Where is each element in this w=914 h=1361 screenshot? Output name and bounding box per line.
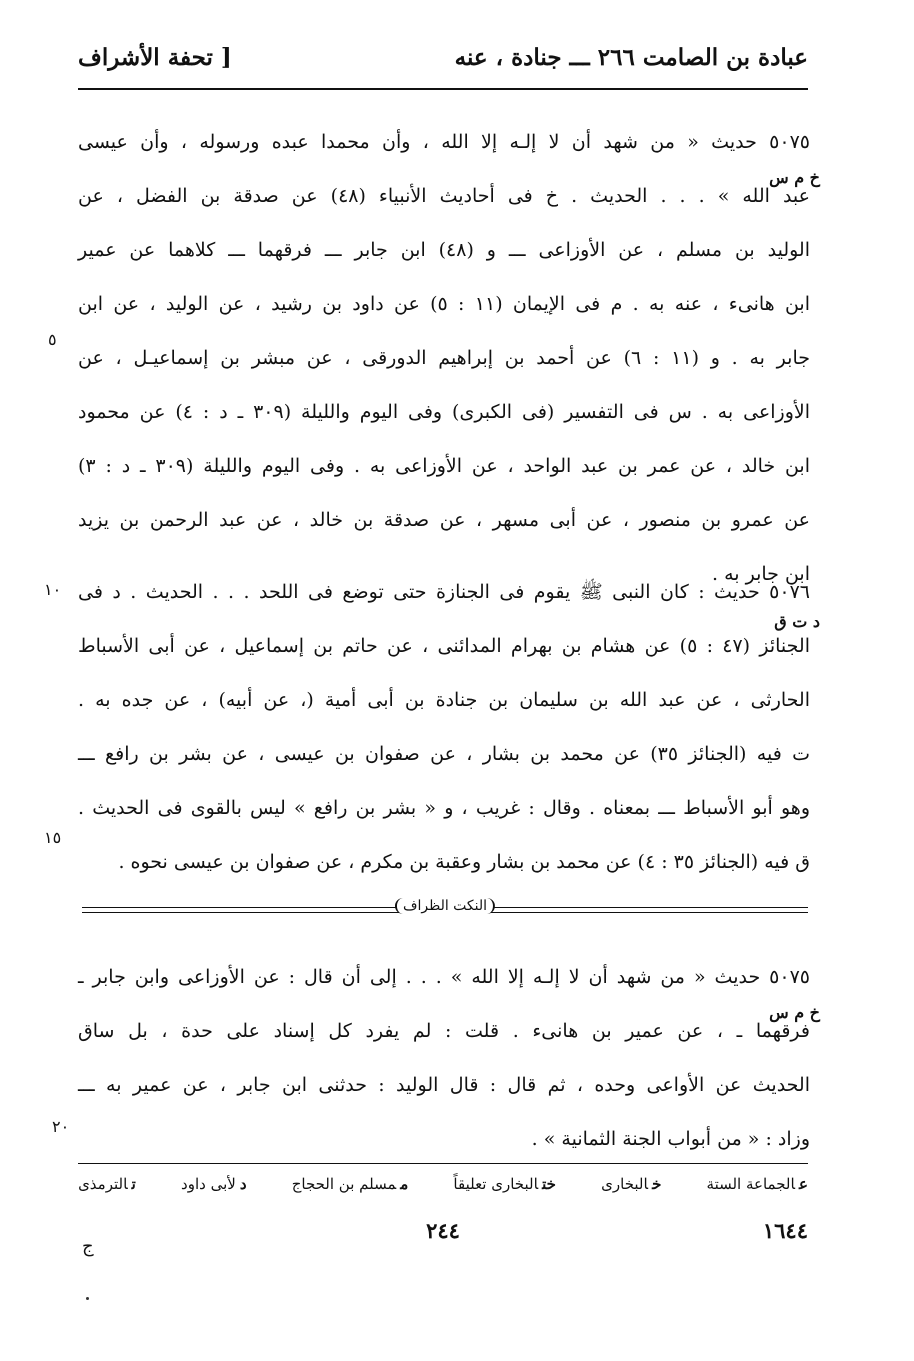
volume-page-number: ١٦٤٤ <box>762 1218 808 1243</box>
page-number: ٢٤٤ <box>426 1218 460 1243</box>
text-line: وهو أبو الأسباط ـــ بمعناه . وقال : غريب ، و « بشر بن رافع » ليس بالقوى فى الحديث . <box>78 797 810 819</box>
abbr-item: خالبخارى <box>601 1175 662 1193</box>
line-number: ١٠ <box>44 580 62 599</box>
abbr-item: ممسلم بن الحجاج <box>291 1175 409 1193</box>
speck <box>86 1297 89 1300</box>
text-line: ت فيه (الجنائز ٣٥) عن محمد بن بشار ، عن صفوان بن عيسى ، عن بشر بن رافع ـــ <box>78 743 811 765</box>
text-line: ٥٠٧٥ حديث « من شهد أن لا إلـه إلا الله » . . . إلى أن قال : عن الأوزاعى وابن جابر ـ <box>78 966 810 988</box>
divider-label: النكت الظراف <box>395 898 495 914</box>
line-number: ٥ <box>48 330 57 349</box>
running-header <box>78 40 808 86</box>
text-line: ٥٠٧٥ حديث « من شهد أن لا إلـه إلا الله ، وأن محمدا عبده ورسوله ، وأن عيسى <box>78 131 810 153</box>
line-number: ٢٠ <box>52 1117 70 1136</box>
text-line: ابن جابر به . <box>712 563 810 585</box>
text-line: جابر به . و (١١ : ٦) عن أحمد بن إبراهيم الدورقى ، عن مبشر بن إسماعيـل ، عن <box>78 347 810 369</box>
text-line: عن عمرو بن منصور ، عن أبى مسهر ، عن صدقة بن خالد ، عن عبد الرحمن بن يزيد <box>78 509 810 531</box>
text-line: عبد الله » . . . الحديث . خ فى أحاديث الأنبياء (٤٨) عن صدقة بن الفضل ، عن <box>78 185 810 207</box>
entry-sigla: خ م س <box>769 1003 820 1022</box>
nukat-entry-5075 <box>78 950 810 1166</box>
abbr-item: ختالبخارى تعليقاً <box>453 1175 556 1193</box>
footer-rule <box>78 1163 808 1164</box>
hadith-entry-5076 <box>78 565 810 889</box>
page-footer <box>78 1218 808 1248</box>
text-line: الوليد بن مسلم ، عن الأوزاعى ـــ و (٤٨) ابن جابر ـــ فرقهما ـــ كلاهما عن عمير <box>78 239 810 261</box>
abbr-item: عالجماعة الستة <box>706 1175 808 1193</box>
text-line: فرقهما ـ ، عن عمير بن هانىء . قلت : لم يفرد كل إسناد على حدة ، بل ساق <box>78 1020 810 1042</box>
text-line: الحديث عن الأواعى وحده ، ثم قال : قال الوليد : حدثنى ابن جابر ، عن عمير به ـــ <box>78 1074 810 1096</box>
entry-sigla: خ م س <box>769 168 820 187</box>
hadith-entry-5075 <box>78 115 810 601</box>
header-rule <box>78 88 808 90</box>
header-title: عبادة بن الصامت ٢٦٦ ـــ جنادة ، عنه <box>454 44 808 71</box>
entry-sigla: د ت ق <box>774 612 820 631</box>
abbr-item: دلأبى داود <box>181 1175 247 1193</box>
text-line: الحارثى ، عن عبد الله بن سليمان بن جنادة بن أبى أمية (، عن أبيه) ، عن جده به . <box>78 689 810 711</box>
signature-mark: ج <box>82 1236 94 1257</box>
text-line: وزاد : « من أبواب الجنة الثمانية » . <box>531 1128 810 1150</box>
line-number: ١٥ <box>44 828 62 847</box>
abbr-item: تالترمذى <box>78 1175 136 1193</box>
header-book-title: [ تحفة الأشراف <box>78 44 232 71</box>
text-line: الأوزاعى به . س فى التفسير (فى الكبرى) وفى اليوم والليلة (٣٠٩ ـ د : ٤) عن محمود <box>78 401 810 423</box>
text-line: ابن خالد ، عن عمر بن عبد الواحد ، عن الأوزاعى به . وفى اليوم والليلة (٣٠٩ ـ د : ٣) <box>78 455 810 477</box>
text-line: ابن هانىء ، عنه به . م فى الإيمان (١١ : ٥) عن داود بن رشيد ، عن الوليد ، عن ابن <box>78 293 810 315</box>
text-line: ق فيه (الجنائز ٣٥ : ٤) عن محمد بن بشار وعقبة بن مكرم ، عن صفوان بن عيسى نحوه . <box>118 851 810 873</box>
section-divider <box>82 896 808 926</box>
text-line: ٥٠٧٦ حديث : كان النبى ﷺ يقوم فى الجنازة حتى توضع فى اللحد . . . الحديث . د فى <box>78 581 810 603</box>
abbreviation-key <box>78 1175 808 1193</box>
text-line: الجنائز (٤٧ : ٥) عن هشام بن بهرام المدائنى ، عن حاتم بن إسماعيل ، عن أبى الأسباط <box>78 635 810 657</box>
